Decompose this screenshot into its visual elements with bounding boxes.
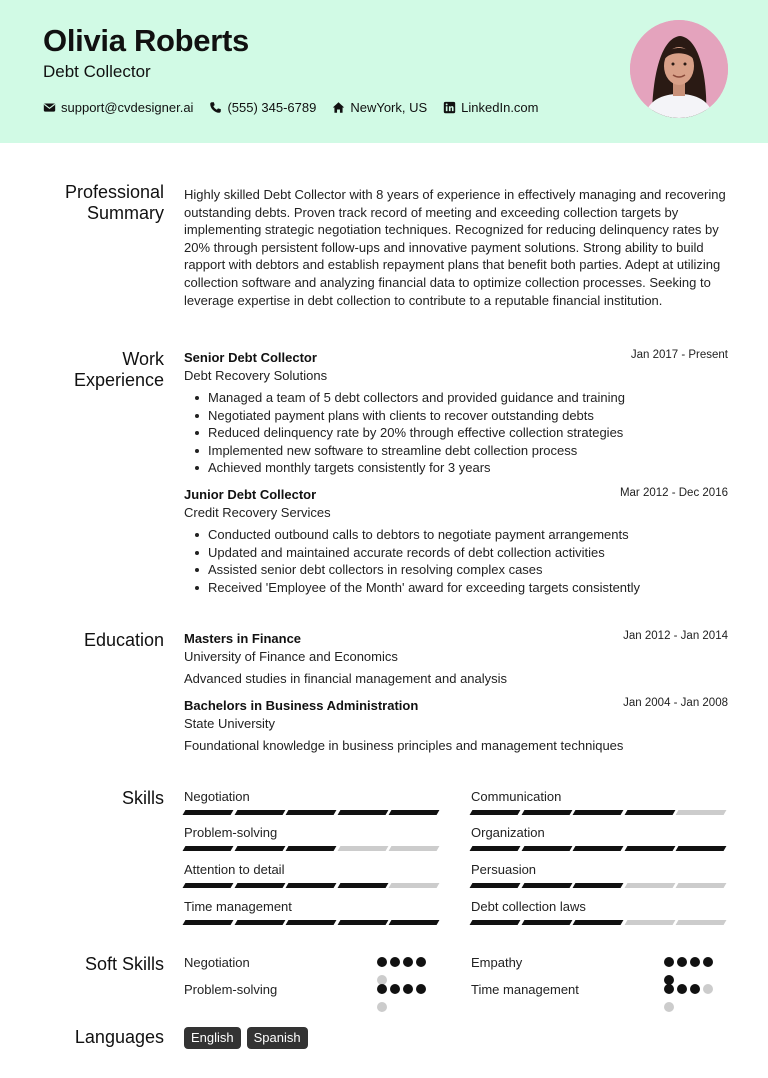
skill-segment-filled	[389, 920, 440, 925]
contact-email-text: support@cvdesigner.ai	[61, 100, 194, 115]
skill-segment-filled	[624, 810, 675, 815]
skill-segment-filled	[470, 883, 521, 888]
skill-name: Persuasion	[471, 862, 537, 877]
skill-segment-filled	[470, 810, 521, 815]
skill-segment-filled	[337, 883, 388, 888]
rating-dot-empty	[377, 1002, 387, 1012]
skill-item	[471, 789, 729, 815]
skill-segment-filled	[521, 846, 572, 851]
skill-segment-filled	[573, 846, 624, 851]
education-school-1: University of Finance and Economics	[184, 649, 398, 664]
skill-level-bar	[184, 846, 442, 851]
skill-segment-filled	[234, 920, 285, 925]
skill-segment-filled	[234, 883, 285, 888]
contact-email[interactable]	[43, 100, 193, 115]
list-item: Updated and maintained accurate records of debt collection activities	[190, 544, 730, 562]
soft-skill-dots	[377, 984, 432, 1020]
soft-skill-dots	[664, 984, 719, 1020]
list-item: Managed a team of 5 debt collectors and provided guidance and training	[190, 389, 730, 407]
skill-segment-filled	[521, 883, 572, 888]
summary-text: Highly skilled Debt Collector with 8 years of experience in effectively managing and recovering outstanding debts. Proven track record of meeting and exceeding collection targets by implementing strategic negotiation techniques. Recognized for reducing delinquency rates by 20% through persistent follow-ups and innovative payment solutions. Strong ability to build rapport with debtors and establish repayment plans that benefit both parties. Adept at utilizing collection software and analyzing financial data to optimize collection processes. Seeking to leverage expertise in debt collection to contribute to a reputable financial institution.	[184, 187, 726, 308]
section-title-education: Education	[83, 630, 164, 650]
skill-segment-filled	[286, 883, 337, 888]
skill-segment-filled	[676, 846, 727, 851]
contact-phone[interactable]	[209, 100, 316, 115]
contact-bar	[43, 100, 555, 115]
skill-segment-empty	[676, 810, 727, 815]
rating-dot-filled	[390, 957, 400, 967]
skill-segment-filled	[521, 920, 572, 925]
skill-segment-filled	[573, 810, 624, 815]
contact-linkedin[interactable]	[443, 100, 538, 115]
skill-item	[471, 899, 729, 925]
rating-dot-filled	[403, 957, 413, 967]
rating-dot-empty	[664, 1002, 674, 1012]
contact-location-text: NewYork, US	[350, 100, 428, 115]
language-badge: English	[184, 1027, 241, 1049]
rating-dot-empty	[703, 984, 713, 994]
skill-level-bar	[471, 883, 729, 888]
soft-skill-name: Problem-solving	[184, 982, 278, 997]
skill-item	[471, 825, 729, 851]
skill-name: Time management	[184, 899, 292, 914]
skill-segment-empty	[337, 846, 388, 851]
skill-level-bar	[471, 846, 729, 851]
skill-level-bar	[471, 810, 729, 815]
education-dates-1: Jan 2012 - Jan 2014	[623, 630, 728, 642]
skill-segment-filled	[183, 810, 234, 815]
candidate-title: Debt Collector	[43, 62, 151, 81]
rating-dot-filled	[416, 957, 426, 967]
skill-name: Communication	[471, 789, 562, 804]
soft-skill-name: Empathy	[471, 955, 523, 970]
contact-linkedin-text: LinkedIn.com	[461, 100, 539, 115]
skill-item	[471, 862, 729, 888]
skill-level-bar	[184, 920, 442, 925]
list-item: Achieved monthly targets consistently for 3 years	[190, 459, 730, 477]
education-degree-1: Masters in Finance	[184, 631, 302, 646]
skill-segment-empty	[624, 920, 675, 925]
skill-segment-empty	[676, 920, 727, 925]
rating-dot-filled	[664, 957, 674, 967]
education-description-1: Advanced studies in financial management and analysis	[184, 671, 508, 686]
skill-name: Problem-solving	[184, 825, 278, 840]
home-icon	[332, 101, 345, 114]
rating-dot-filled	[703, 957, 713, 967]
rating-dot-filled	[390, 984, 400, 994]
education-dates-2: Jan 2004 - Jan 2008	[623, 697, 728, 709]
phone-icon	[209, 101, 222, 114]
skill-item	[184, 825, 442, 851]
soft-skill-name: Negotiation	[184, 955, 250, 970]
job-dates-2: Mar 2012 - Dec 2016	[619, 487, 728, 499]
skill-segment-filled	[286, 810, 337, 815]
skill-segment-empty	[389, 846, 440, 851]
section-title-summary-text: Professional Summary	[64, 182, 164, 223]
job-title-1: Senior Debt Collector	[184, 350, 317, 365]
rating-dot-filled	[416, 984, 426, 994]
rating-dot-filled	[677, 984, 687, 994]
skill-segment-filled	[234, 810, 285, 815]
list-item: Implemented new software to streamline debt collection process	[190, 442, 730, 460]
skill-segment-filled	[183, 883, 234, 888]
rating-dot-filled	[377, 957, 387, 967]
section-title-soft-skills: Soft Skills	[84, 954, 164, 974]
education-description-2: Foundational knowledge in business principles and management techniques	[184, 738, 624, 753]
rating-dot-filled	[664, 984, 674, 994]
rating-dot-filled	[677, 957, 687, 967]
skill-name: Attention to detail	[184, 862, 285, 877]
education-degree-2: Bachelors in Business Administration	[184, 698, 419, 713]
skill-segment-filled	[183, 920, 234, 925]
job-company-1: Debt Recovery Solutions	[184, 368, 328, 383]
skill-level-bar	[184, 883, 442, 888]
skill-segment-filled	[521, 810, 572, 815]
job-company-2: Credit Recovery Services	[184, 505, 331, 520]
skill-segment-filled	[389, 810, 440, 815]
skill-segment-filled	[286, 920, 337, 925]
list-item: Reduced delinquency rate by 20% through effective collection strategies	[190, 424, 730, 442]
skill-level-bar	[184, 810, 442, 815]
job-bullets-1	[190, 389, 730, 477]
contact-phone-text: (555) 345-6789	[227, 100, 317, 115]
job-title-2: Junior Debt Collector	[184, 487, 317, 502]
list-item: Negotiated payment plans with clients to recover outstanding debts	[190, 407, 730, 425]
section-title-experience	[54, 349, 164, 391]
list-item: Conducted outbound calls to debtors to negotiate payment arrangements	[190, 526, 730, 544]
skill-name: Organization	[471, 825, 545, 840]
list-item: Assisted senior debt collectors in resolving complex cases	[190, 561, 730, 579]
skill-level-bar	[471, 920, 729, 925]
skill-item	[184, 862, 442, 888]
skill-segment-filled	[183, 846, 234, 851]
education-school-2: State University	[184, 716, 276, 731]
skill-segment-filled	[470, 920, 521, 925]
skill-segment-filled	[337, 810, 388, 815]
skill-segment-empty	[389, 883, 440, 888]
language-list	[184, 1027, 314, 1049]
rating-dot-filled	[377, 984, 387, 994]
skill-segment-filled	[624, 846, 675, 851]
job-dates-1: Jan 2017 - Present	[630, 349, 728, 361]
rating-dot-filled	[403, 984, 413, 994]
skill-segment-filled	[470, 846, 521, 851]
list-item: Received 'Employee of the Month' award for exceeding targets consistently	[190, 579, 730, 597]
skill-segment-empty	[624, 883, 675, 888]
soft-skill-name: Time management	[471, 982, 579, 997]
skill-name: Negotiation	[184, 789, 250, 804]
skill-segment-filled	[573, 920, 624, 925]
skill-segment-filled	[573, 883, 624, 888]
candidate-name: Olivia Roberts	[43, 23, 249, 58]
linkedin-icon	[443, 101, 456, 114]
resume-header	[0, 0, 768, 143]
skill-segment-filled	[234, 846, 285, 851]
skill-segment-filled	[337, 920, 388, 925]
rating-dot-filled	[690, 984, 700, 994]
skill-item	[184, 899, 442, 925]
rating-dot-filled	[690, 957, 700, 967]
skill-segment-empty	[676, 883, 727, 888]
skill-name: Debt collection laws	[471, 899, 586, 914]
profile-photo	[630, 20, 728, 118]
section-title-summary	[44, 182, 164, 224]
section-title-experience-text: Work Experience	[73, 349, 164, 390]
skill-segment-filled	[286, 846, 337, 851]
job-bullets-2	[190, 526, 730, 596]
contact-location	[332, 100, 427, 115]
section-title-languages: Languages	[74, 1027, 164, 1047]
language-badge: Spanish	[247, 1027, 308, 1049]
skill-item	[184, 789, 442, 815]
email-icon	[43, 101, 56, 114]
section-title-skills: Skills	[121, 788, 164, 808]
